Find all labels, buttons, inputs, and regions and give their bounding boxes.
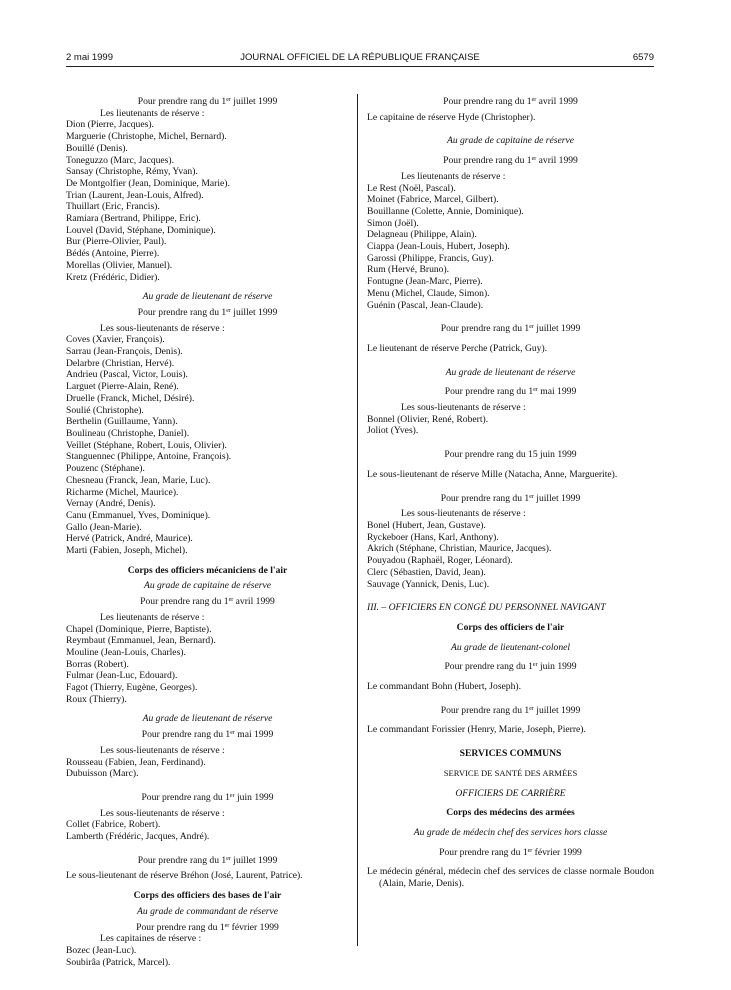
appointment-entry: Le sous-lieutenant de réserve Bréhon (José, Laurent, Patrice). (66, 870, 303, 882)
list-item: Kretz (Frédéric, Didier). (66, 271, 160, 283)
list-item: Ciappa (Jean-Louis, Hubert, Joseph). (367, 241, 510, 253)
list-item: Bouillé (Denis). (66, 142, 128, 154)
list-item: Coves (Xavier, François). (66, 334, 165, 346)
list-item: Morellas (Olivier, Manuel). (66, 259, 173, 271)
grade-heading: Au grade de lieutenant de réserve (142, 291, 273, 303)
rank-date: Pour prendre rang du 1er mai 1999 (141, 729, 274, 741)
name-list (367, 520, 654, 590)
list-item: Le Rest (Noël, Pascal). (367, 182, 456, 194)
list-item: Mouline (Jean-Louis, Charles). (66, 646, 186, 658)
list-item: Stanguennec (Philippe, Antoine, François). (66, 451, 232, 463)
appointment-entry: Le lieutenant de réserve Perche (Patrick, Guy). (367, 342, 548, 354)
rank-date: Pour prendre rang du 1er avril 1999 (443, 155, 578, 167)
list-item: De Montgolfier (Jean, Dominique, Marie). (66, 177, 230, 189)
name-list (367, 414, 654, 437)
rank-date: Pour prendre rang du 1er juillet 1999 (440, 492, 581, 504)
rank-date: Pour prendre rang du 1er avril 1999 (443, 96, 578, 107)
list-item: Richarme (Michel, Maurice). (66, 486, 179, 498)
list-item: Chapel (Dominique, Pierre, Baptiste). (66, 623, 212, 635)
list-item: Ryckeboer (Hans, Karl, Anthony). (367, 531, 499, 543)
appointment-entry: Le sous-lieutenant de réserve Mille (Natacha, Anne, Marguerite). (367, 468, 618, 480)
column-divider (357, 94, 358, 946)
list-item: Moinet (Fabrice, Marcel, Gilbert). (367, 194, 499, 206)
page-number: 6579 (632, 52, 654, 63)
page-header (66, 52, 654, 66)
list-item: Bozec (Jean-Luc). (66, 945, 137, 956)
list-intro: Les sous-lieutenants de réserve : (100, 807, 225, 819)
list-item: Pouyadou (Raphaël, Roger, Léonard). (367, 555, 513, 567)
list-intro: Les lieutenants de réserve : (401, 170, 506, 182)
right-column (367, 96, 654, 890)
list-item: Bonel (Hubert, Jean, Gustave). (367, 519, 486, 531)
rank-date: Pour prendre rang du 1er juin 1999 (141, 791, 274, 803)
name-list (66, 334, 349, 556)
list-item: Thuillart (Eric, Francis). (66, 201, 160, 213)
rank-date: Pour prendre rang du 1er février 1999 (439, 846, 582, 858)
list-item: Reymbaut (Emmanuel, Jean, Bernard). (66, 635, 216, 647)
list-item: Guénin (Pascal, Jean-Claude). (367, 299, 484, 311)
section-heading: III. – OFFICIERS EN CONGÉ DU PERSONNEL NAVIGANT (367, 602, 606, 614)
list-item: Delarbre (Christian, Hervé). (66, 357, 175, 369)
corps-heading: Corps des médecins des armées (446, 807, 575, 819)
header-date: 2 mai 1999 (66, 52, 114, 63)
grade-heading: Au grade de capitaine de réserve (143, 580, 272, 592)
list-item: Sansay (Christophe, Rémy, Yvan). (66, 166, 198, 178)
list-item: Lamberth (Frédéric, Jacques, André). (66, 831, 210, 843)
list-item: Fagot (Thierry, Eugène, Georges). (66, 682, 198, 694)
list-item: Clerc (Sébastien, David, Jean). (367, 566, 486, 578)
list-item: Marguerie (Christophe, Michel, Bernard). (66, 131, 227, 143)
list-intro: Les lieutenants de réserve : (100, 107, 205, 119)
corps-heading: Corps des officiers mécaniciens de l'air (127, 564, 288, 576)
list-item: Ramiara (Bertrand, Philippe, Eric). (66, 213, 201, 225)
list-item: Garossi (Philippe, Francis, Guy). (367, 252, 494, 264)
list-item: Sauvage (Yannick, Denis, Luc). (367, 578, 490, 590)
grade-heading: Au grade de capitaine de réserve (446, 135, 575, 147)
grade-heading: Au grade de lieutenant-colonel (450, 641, 571, 653)
name-list (367, 183, 654, 312)
rank-date: Pour prendre rang du 1er juillet 1999 (137, 96, 278, 107)
list-item: Menu (Michel, Claude, Simon). (367, 287, 490, 299)
left-column (66, 96, 349, 968)
list-item: Larguet (Pierre-Alain, René). (66, 381, 179, 393)
list-item: Joliot (Yves). (367, 425, 419, 437)
category-heading: OFFICIERS DE CARRIÈRE (455, 787, 566, 799)
service-heading: SERVICE DE SANTÉ DES ARMÉES (443, 767, 578, 778)
name-list (66, 119, 349, 283)
rank-date: Pour prendre rang du 15 juin 1999 (444, 449, 577, 461)
grade-heading: Au grade de médecin chef des services hors classe (413, 826, 608, 838)
list-item: Bédés (Antoine, Pierre). (66, 248, 160, 260)
rank-date: Pour prendre rang du 1er juin 1999 (444, 661, 577, 673)
list-item: Gallo (Jean-Marie). (66, 521, 142, 533)
list-item: Veillet (Stéphane, Robert, Louis, Olivier). (66, 439, 227, 451)
list-item: Andrieu (Pascal, Victor, Louis). (66, 369, 188, 381)
name-list (66, 819, 349, 842)
list-intro: Les lieutenants de réserve : (100, 611, 205, 623)
header-title: JOURNAL OFFICIEL DE LA RÉPUBLIQUE FRANÇAISE (240, 52, 480, 63)
rank-date: Pour prendre rang du 1er juillet 1999 (440, 704, 581, 716)
list-item: Berthelin (Guillaume, Yann). (66, 416, 178, 428)
corps-heading: Corps des officiers de l'air (456, 621, 565, 633)
list-item: Chesneau (Franck, Jean, Marie, Luc). (66, 474, 211, 486)
list-item: Boulineau (Christophe, Daniel). (66, 427, 190, 439)
rank-date: Pour prendre rang du 1er juillet 1999 (137, 306, 278, 318)
list-intro: Les sous-lieutenants de réserve : (401, 402, 526, 414)
list-item: Fulmar (Jean-Luc, Edouard). (66, 670, 178, 682)
list-item: Borras (Robert). (66, 658, 129, 670)
list-item: Fontugne (Jean-Marc, Pierre). (367, 276, 483, 288)
list-item: Marti (Fabien, Joseph, Michel). (66, 545, 188, 557)
rank-date: Pour prendre rang du 1er mai 1999 (444, 386, 577, 398)
list-intro: Les sous-lieutenants de réserve : (401, 508, 526, 520)
list-item: Rum (Hervé, Bruno). (367, 264, 450, 276)
appointment-entry: Le capitaine de réserve Hyde (Christopher). (367, 111, 536, 123)
appointment-entry: Le médecin général, médecin chef des services de classe normale Boudon (Alain, Marie, Denis). (367, 866, 654, 890)
list-item: Rousseau (Fabien, Jean, Ferdinand). (66, 756, 206, 768)
header-rule (66, 66, 654, 67)
list-item: Druelle (Franck, Michel, Désiré). (66, 392, 195, 404)
appointment-entry: Le commandant Bohn (Hubert, Joseph). (367, 681, 521, 693)
list-item: Toneguzzo (Marc, Jacques). (66, 154, 175, 166)
list-item: Bur (Pierre-Olivier, Paul). (66, 236, 167, 248)
list-item: Delagneau (Philippe, Alain). (367, 229, 477, 241)
list-item: Sarrau (Jean-François, Denis). (66, 346, 183, 358)
grade-heading: Au grade de lieutenant de réserve (142, 713, 273, 725)
list-item: Trian (Laurent, Jean-Louis, Alfred). (66, 189, 204, 201)
name-list (66, 757, 349, 780)
list-item: Louvel (David, Stéphane, Dominique). (66, 224, 216, 236)
grade-heading: Au grade de lieutenant de réserve (445, 366, 576, 378)
name-list (66, 945, 349, 968)
list-item: Bouillanne (Colette, Annie, Dominique). (367, 205, 524, 217)
rank-date: Pour prendre rang du 1er avril 1999 (140, 596, 275, 608)
grade-heading: Au grade de commandant de réserve (137, 905, 278, 917)
list-item: Simon (Joël). (367, 217, 419, 229)
list-item: Canu (Emmanuel, Yves, Dominique). (66, 509, 211, 521)
list-item: Vernay (André, Denis). (66, 498, 156, 510)
list-item: Bonnel (Olivier, René, Robert). (367, 413, 489, 425)
list-item: Collet (Fabrice, Robert). (66, 819, 161, 831)
list-item: Roux (Thierry). (66, 693, 127, 705)
list-intro: Les capitaines de réserve : (100, 933, 202, 945)
list-intro: Les sous-lieutenants de réserve : (100, 322, 225, 334)
list-intro: Les sous-lieutenants de réserve : (100, 744, 225, 756)
list-item: Dubuisson (Marc). (66, 768, 139, 780)
list-item: Soubirâa (Patrick, Marcel). (66, 956, 171, 968)
appointment-entry: Le commandant Forissier (Henry, Marie, Joseph, Pierre). (367, 724, 586, 736)
corps-heading: Corps des officiers des bases de l'air (133, 890, 282, 902)
services-heading: SERVICES COMMUNS (459, 748, 562, 760)
rank-date: Pour prendre rang du 1er février 1999 (136, 921, 279, 933)
name-list (66, 624, 349, 706)
list-item: Dion (Pierre, Jacques). (66, 119, 154, 131)
rank-date: Pour prendre rang du 1er juillet 1999 (440, 323, 581, 335)
list-item: Soulié (Christophe). (66, 404, 144, 416)
rank-date: Pour prendre rang du 1er juillet 1999 (137, 854, 278, 866)
list-item: Akrich (Stéphane, Christian, Maurice, Jacques). (367, 543, 552, 555)
list-item: Pouzenc (Stéphane). (66, 463, 145, 475)
list-item: Hervé (Patrick, André, Maurice). (66, 533, 193, 545)
